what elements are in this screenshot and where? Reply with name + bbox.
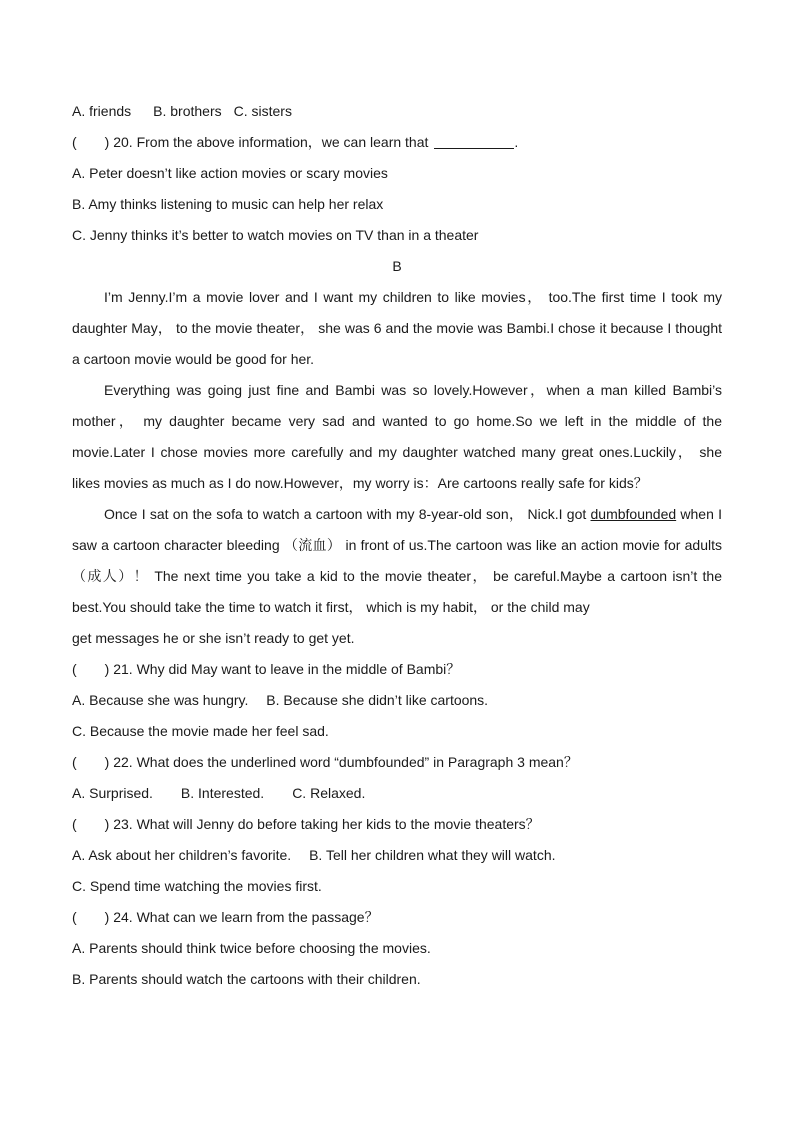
passage-paragraph-3 — [72, 499, 722, 623]
section-b-title: B — [392, 258, 402, 274]
q21-option-c: C. Because the movie made her feel sad. — [72, 723, 329, 739]
q19-options — [72, 96, 722, 127]
q22-question — [72, 747, 722, 778]
q21-options-ab: A. Because she was hungry. B. Because she didn’t like cartoons. — [72, 692, 489, 708]
worksheet-page — [72, 96, 722, 995]
q21-answer-paren[interactable]: ( ) — [72, 661, 110, 677]
q20-period: . — [514, 134, 519, 150]
q20-option-b: B. Amy thinks listening to music can help her relax — [72, 196, 384, 212]
q19-option-b: B. brothers — [153, 103, 222, 119]
underlined-word: dumbfounded — [590, 506, 677, 522]
q23-option-c: C. Spend time watching the movies first. — [72, 878, 322, 894]
q22-stem: 22. What does the underlined word “dumbfounded” in Paragraph 3 mean？ — [113, 754, 578, 770]
q23-options-ab: A. Ask about her children’s favorite. B. Tell her children what they will watch. — [72, 847, 556, 863]
q24-question — [72, 902, 722, 933]
passage-paragraph-3-last-line: get messages he or she isn’t ready to get yet. — [72, 630, 355, 646]
p3-after: when I saw a cartoon character bleeding （流血） in front of us.The cartoon was like an action movie for adults （成人）！ The next time you take a kid to the movie theater， be careful.Maybe a cartoon isn’t the best.You should take the time to watch it first， which is my habit， or the child may — [72, 506, 723, 615]
q21-stem: 21. Why did May want to leave in the middle of Bambi？ — [113, 661, 461, 677]
q24-stem: 24. What can we learn from the passage？ — [113, 909, 379, 925]
q23-stem: 23. What will Jenny do before taking her kids to the movie theaters？ — [113, 816, 540, 832]
passage-paragraph-1: I’m Jenny.I’m a movie lover and I want my children to like movies， too.The first time I took my daughter May， to the movie theater， she was 6 and the movie was Bambi.I chose it because I thought a cartoon movie would be good for her. — [72, 289, 722, 367]
p3-before: Once I sat on the sofa to watch a cartoon with my 8-year-old son， Nick.I got — [104, 506, 591, 522]
q19-option-c: C. sisters — [233, 103, 292, 119]
q20-option-a: A. Peter doesn’t like action movies or scary movies — [72, 165, 388, 181]
q24-answer-paren[interactable]: ( ) — [72, 909, 110, 925]
q24-option-a: A. Parents should think twice before choosing the movies. — [72, 940, 431, 956]
q22-answer-paren[interactable]: ( ) — [72, 754, 110, 770]
q24-option-b: B. Parents should watch the cartoons with their children. — [72, 971, 421, 987]
q20-stem: 20. From the above information，we can learn that — [113, 134, 429, 150]
q20-option-c: C. Jenny thinks it’s better to watch movies on TV than in a theater — [72, 227, 479, 243]
q21-question — [72, 654, 722, 685]
q20-answer-paren[interactable]: ( ) — [72, 134, 110, 150]
q19-option-a: A. friends — [72, 103, 132, 119]
q22-options: A. Surprised. B. Interested. C. Relaxed. — [72, 785, 366, 801]
q20-question — [72, 127, 722, 158]
passage-paragraph-2: Everything was going just fine and Bambi was so lovely.However，when a man killed Bambi’s mother， my daughter became very sad and wanted to go home.So we left in the middle of the movie.Later I chose movies more carefully and my daughter watched many great ones.Luckily， she likes movies as much as I do now.However，my worry is：Are cartoons really safe for kids？ — [72, 382, 722, 491]
q20-answer-blank[interactable] — [434, 134, 514, 149]
q23-question — [72, 809, 722, 840]
q23-answer-paren[interactable]: ( ) — [72, 816, 110, 832]
